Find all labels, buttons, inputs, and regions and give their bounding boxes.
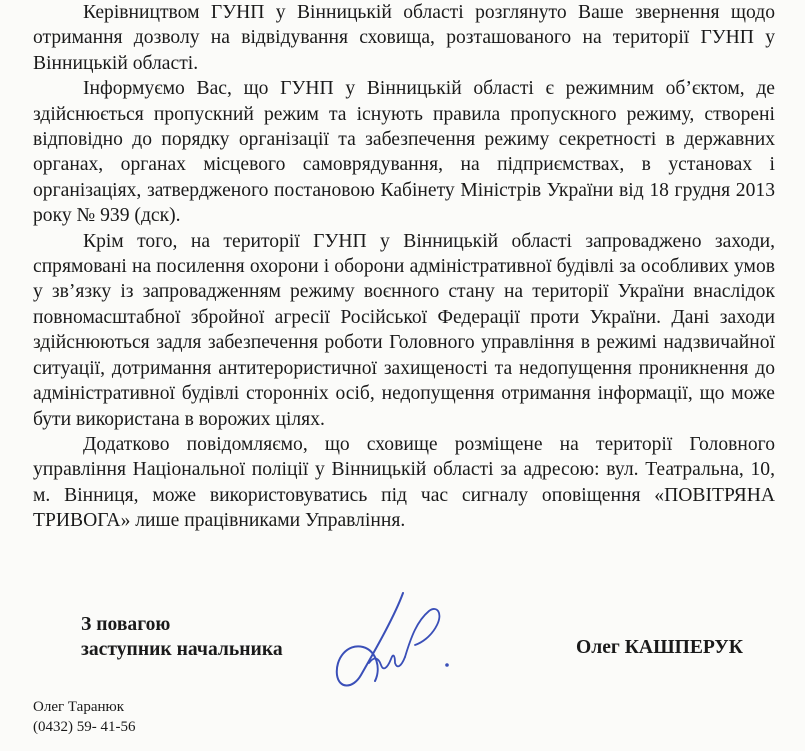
paragraph-4: Додатково повідомляємо, що сховище розміщене на території Головного управління Національної поліції у Вінницькій області за адресою: вул. Театральна, 10, м. Вінниця, може використовуватись під час сигналу оповіщення «ПОВІТРЯНА ТРИВОГА» лише працівниками Управління. bbox=[33, 433, 775, 532]
contact-block bbox=[33, 697, 135, 737]
paragraph-1: Керівництвом ГУНП у Вінницькій області розглянуто Ваше звернення щодо отримання дозволу на відвідування сховища, розташованого на території ГУНП у Вінницькій області. bbox=[33, 2, 775, 74]
signer-name: Олег КАШПЕРУК bbox=[576, 637, 743, 658]
paragraph-2: Інформуємо Вас, що ГУНП у Вінницькій області є режимним об’єктом, де здійснюється пропускний режим та існують правила пропускного режиму, створені відповідно до порядку організації та забезпечення режиму секретності в державних органах, органах місцевого самоврядування, на підприємствах, в установах і організаціях, затвердженого постановою Кабінету Міністрів України від 18 грудня 2013 року № 939 (дск). bbox=[33, 78, 775, 227]
contact-name: Олег Таранюк bbox=[33, 699, 125, 715]
handwritten-signature bbox=[325, 585, 465, 695]
signer-position: заступник начальника bbox=[81, 639, 283, 661]
closing-salutation: З повагою bbox=[81, 614, 171, 635]
letter-body bbox=[33, 0, 775, 534]
contact-phone: (0432) 59- 41-56 bbox=[33, 719, 136, 735]
paragraph-3: Крім того, на території ГУНП у Вінницькій області запроваджено заходи, спрямовані на посилення охорони і оборони адміністративної будівлі за особливих умов у зв’язку із запровадженням режиму воєнного стану на території України внаслідок повномасштабної збройної агресії Російської Федерації проти України. Дані заходи здійснюються задля забезпечення роботи Головного управління в режимі надзвичайної ситуації, дотримання антитерористичної захищеності та недопущення проникнення до адміністративної будівлі сторонніх осіб, недопущення отримання інформації, що може бути використана в ворожих цілях. bbox=[33, 230, 775, 430]
closing-block bbox=[81, 612, 283, 663]
